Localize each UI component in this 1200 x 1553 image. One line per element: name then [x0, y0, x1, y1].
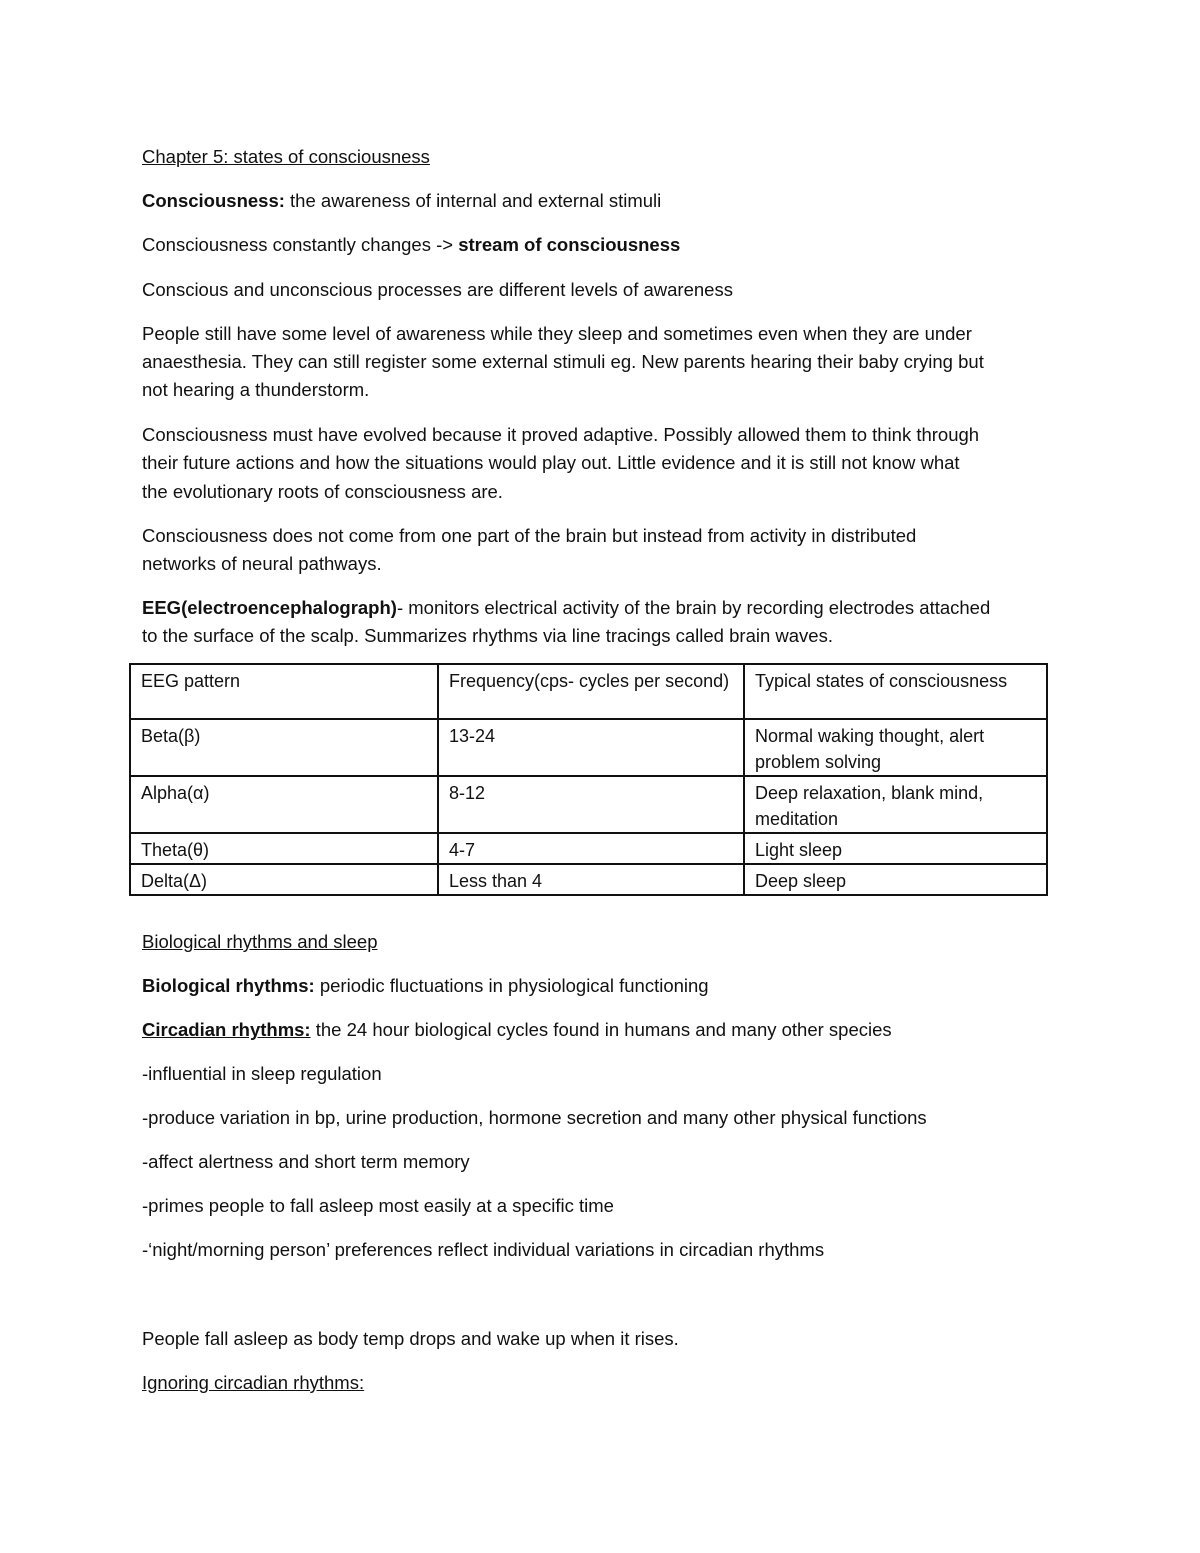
table-cell: Delta(Δ)	[130, 864, 438, 895]
table-cell: Beta(β)	[130, 719, 438, 776]
table-row	[130, 776, 1047, 833]
eeg-definition: - monitors electrical activity of the brain by recording electrodes attached	[396, 597, 991, 618]
paragraph-eeg-line1	[142, 593, 1048, 622]
paragraph-circadian-rhythms	[142, 1015, 1048, 1044]
term-stream-of-consciousness: stream of consciousness	[458, 234, 681, 255]
table-cell: 13-24	[438, 719, 744, 776]
table-cell: Deep relaxation, blank mind, meditation	[744, 776, 1047, 833]
list-item: -produce variation in bp, urine production, hormone secretion and many other physical functions	[142, 1107, 927, 1128]
table-cell: Alpha(α)	[130, 776, 438, 833]
table-cell: 8-12	[438, 776, 744, 833]
table-cell: Deep sleep	[744, 864, 1047, 895]
list-item: -primes people to fall asleep most easily at a specific time	[142, 1195, 614, 1216]
list-item: -influential in sleep regulation	[142, 1063, 382, 1084]
list-item: -affect alertness and short term memory	[142, 1151, 470, 1172]
paragraph-brain-networks-line2: networks of neural pathways.	[142, 553, 382, 574]
table-cell: Less than 4	[438, 864, 744, 895]
term-consciousness: Consciousness:	[142, 190, 285, 211]
table-row	[130, 864, 1047, 895]
paragraph-awareness-sleep-line1: People still have some level of awareness while they sleep and sometimes even when they are under	[142, 323, 972, 344]
eeg-table	[129, 663, 1048, 896]
document-page	[142, 0, 1048, 1553]
paragraph-evolved-line1: Consciousness must have evolved because it proved adaptive. Possibly allowed them to think through	[142, 424, 980, 445]
table-cell: Normal waking thought, alert problem solving	[744, 719, 1047, 776]
paragraph-body-temp: People fall asleep as body temp drops and wake up when it rises.	[142, 1328, 679, 1349]
table-cell: Light sleep	[744, 833, 1047, 864]
term-biological-rhythms: Biological rhythms:	[142, 975, 315, 996]
paragraph-awareness-sleep-line3: not hearing a thunderstorm.	[142, 379, 370, 400]
term-circadian-rhythms: Circadian rhythms:	[142, 1019, 311, 1040]
list-item: -‘night/morning person’ preferences reflect individual variations in circadian rhythms	[142, 1239, 825, 1260]
table-cell: 4-7	[438, 833, 744, 864]
stream-text: Consciousness constantly changes ->	[142, 234, 459, 255]
chapter-title: Chapter 5: states of consciousness	[142, 146, 430, 167]
section-title-ignoring-circadian: Ignoring circadian rhythms:	[142, 1372, 365, 1393]
circadian-rhythms-definition: the 24 hour biological cycles found in humans and many other species	[310, 1019, 892, 1040]
section-title-biological-rhythms: Biological rhythms and sleep	[142, 931, 378, 952]
paragraph-evolved-line3: the evolutionary roots of consciousness are.	[142, 481, 503, 502]
paragraph-evolved-line2: their future actions and how the situations would play out. Little evidence and it is still not know what	[142, 452, 960, 473]
table-header-cell: Frequency(cps- cycles per second)	[438, 664, 744, 719]
paragraph-biological-rhythms	[142, 971, 1048, 1000]
table-row	[130, 833, 1047, 864]
table-header-cell: EEG pattern	[130, 664, 438, 719]
paragraph-levels-of-awareness: Conscious and unconscious processes are different levels of awareness	[142, 279, 733, 300]
table-header-row	[130, 664, 1047, 719]
paragraph-eeg-line2: to the surface of the scalp. Summarizes rhythms via line tracings called brain waves.	[142, 625, 833, 646]
table-row	[130, 719, 1047, 776]
biological-rhythms-definition: periodic fluctuations in physiological functioning	[314, 975, 709, 996]
paragraph-awareness-sleep-line2: anaesthesia. They can still register some external stimuli eg. New parents hearing their baby crying but	[142, 351, 984, 372]
term-eeg: EEG(electroencephalograph)	[142, 597, 397, 618]
definition-text: the awareness of internal and external stimuli	[284, 190, 662, 211]
paragraph-brain-networks-line1: Consciousness does not come from one part of the brain but instead from activity in distributed	[142, 525, 917, 546]
table-header-cell: Typical states of consciousness	[744, 664, 1047, 719]
table-cell: Theta(θ)	[130, 833, 438, 864]
paragraph-stream	[142, 230, 1048, 259]
paragraph-consciousness-definition	[142, 186, 1048, 215]
